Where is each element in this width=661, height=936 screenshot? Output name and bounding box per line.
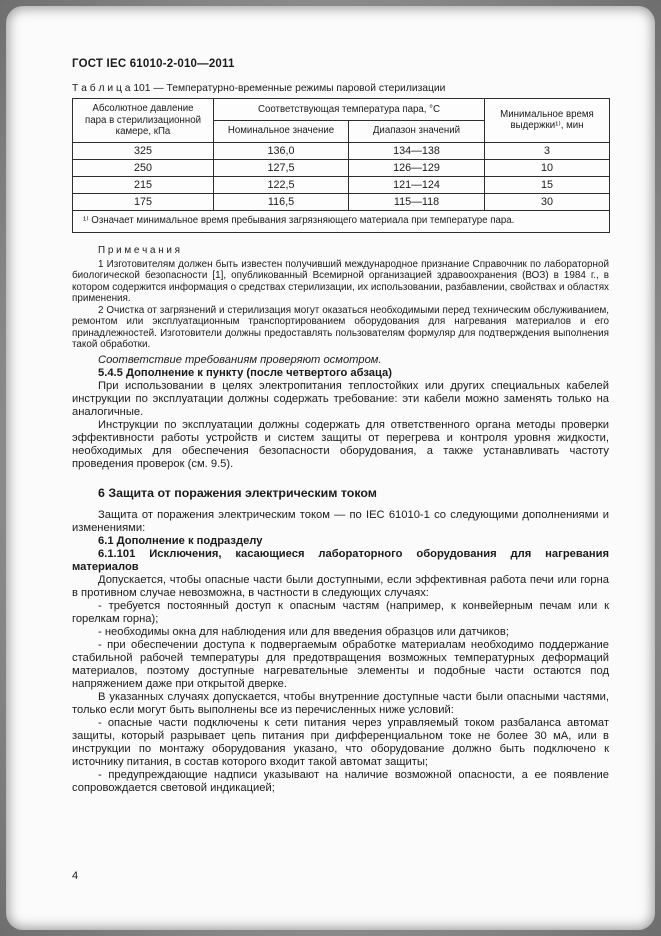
section-61101-heading: 6.1.101 Исключения, касающиеся лабораторного оборудования для нагревания материалов (72, 547, 609, 573)
col-header-nominal: Номинальное значение (214, 120, 349, 142)
paragraph-cables: При использовании в целях электропитания теплостойких или других специальных кабелей инструкции по эксплуатации должны содержать требование: эти кабели можно заменять только на аналогичные. (72, 379, 609, 418)
list-item-temperature: - при обеспечении доступа к подвергаемым обработке материалам необходимо поддержание стабильной рабочей температуры для предотвращения возможных температурных деформаций материалов, поэтому доступные нагревательные элементы и подобные части остаются под напряжением даже при открытой дверке. (72, 638, 609, 690)
list-item-access: - требуется постоянный доступ к опасным частям (например, к конвейерным печам или к горелкам горна); (72, 599, 609, 625)
table-row (73, 159, 610, 176)
table-101 (72, 98, 610, 233)
table-row (73, 176, 610, 193)
list-item-warning: - предупреждающие надписи указывают на наличие возможной опасности, а ее появление сопровождается световой индикацией; (72, 768, 609, 794)
compliance-paragraph: Соответствие требованиям проверяют осмотром. (98, 353, 382, 366)
cell-nominal: 116,5 (214, 193, 349, 210)
note-1: 1 Изготовителям должен быть известен получивший международное признание Справочник по лабораторной биологической безопасности [1], опубликованный Всемирной организацией здравоохранения (ВОЗ) в 1984 г., в котором содержится информация о средствах стерилизации, их использовании, разбавлении, свойствах и областях применения. (72, 258, 609, 304)
page-number: 4 (72, 870, 79, 882)
cell-min-time: 15 (485, 176, 610, 193)
section-61-heading: 6.1 Дополнение к подразделу (98, 534, 263, 547)
table-row (73, 193, 610, 210)
col-header-min-time: Минимальное время выдержки¹⁾, мин (485, 99, 610, 143)
table-header-row-1 (73, 99, 610, 121)
section-6-heading: 6 Защита от поражения электрическим током (98, 485, 377, 500)
cell-min-time: 30 (485, 193, 610, 210)
document-body (72, 245, 609, 795)
document-header: ГОСТ IEC 61010-2-010—2011 (72, 58, 235, 70)
cell-nominal: 122,5 (214, 176, 349, 193)
col-header-pressure: Абсолютное давление пара в стерилизационной камере, кПа (73, 99, 214, 143)
paragraph-conditions-intro: В указанных случаях допускается, чтобы внутренние доступные части были опасными частями, только если могут быть выполнены все из перечисленных ниже условий: (72, 690, 609, 716)
cell-pressure: 215 (73, 176, 214, 193)
list-item-rcd: - опасные части подключены к сети питания через управляемый током разбаланса автомат защиты, который разрывает цепь питания при дифференциальном токе не более 30 мА, или в инструкции по монтажу оборудования указано, что оборудование должно быть подключено к источнику питания, в состав которого входит такой автомат защиты; (72, 716, 609, 768)
table-footnote: ¹⁾ Означает минимальное время пребывания загрязняющего материала при температуре пара. (73, 210, 610, 233)
paragraph-exceptions-intro: Допускается, чтобы опасные части были доступными, если эффективная работа печи или горна в противном случае невозможна, в частности в следующих случаях: (72, 573, 609, 599)
section-545-heading: 5.4.5 Дополнение к пункту (после четвертого абзаца) (98, 366, 392, 379)
cell-range: 126—129 (349, 159, 485, 176)
cell-nominal: 127,5 (214, 159, 349, 176)
list-item-windows: - необходимы окна для наблюдения или для введения образцов или датчиков; (98, 625, 509, 638)
cell-min-time: 3 (485, 142, 610, 159)
cell-range: 134—138 (349, 142, 485, 159)
table-row (73, 142, 610, 159)
col-header-temperature-group: Соответствующая температура пара, °С (214, 99, 485, 121)
notes-block (72, 245, 609, 351)
paragraph-6-intro: Защита от поражения электрическим током — по IEC 61010-1 со следующими дополнениями и изменениями: (72, 508, 609, 534)
note-2: 2 Очистка от загрязнений и стерилизация могут оказаться необходимыми перед техническим обслуживанием, ремонтом или эксплуатационным транспортированием оборудования для нагревания материалов и его принадлежностей. Изготовители должны предоставлять пользователям формуляр для подтверждения выполнения такой обработки. (72, 304, 609, 350)
cell-pressure: 250 (73, 159, 214, 176)
table-footnote-row (73, 210, 610, 233)
notes-title: П р и м е ч а н и я (98, 245, 181, 256)
document-page (6, 6, 655, 930)
cell-range: 121—124 (349, 176, 485, 193)
cell-range: 115—118 (349, 193, 485, 210)
col-header-range: Диапазон значений (349, 120, 485, 142)
cell-pressure: 325 (73, 142, 214, 159)
table-caption: Т а б л и ц а 101 — Температурно-временные режимы паровой стерилизации (72, 83, 446, 94)
cell-pressure: 175 (73, 193, 214, 210)
cell-min-time: 10 (485, 159, 610, 176)
paragraph-instructions: Инструкции по эксплуатации должны содержать для ответственного органа методы проверки эффективности работы устройств и систем защиты от перегрева и контроля уровня жидкости, необходимых для обеспечения безопасности оборудования, а также устанавливать частоту проведения проверок (см. 9.5). (72, 418, 609, 470)
cell-nominal: 136,0 (214, 142, 349, 159)
